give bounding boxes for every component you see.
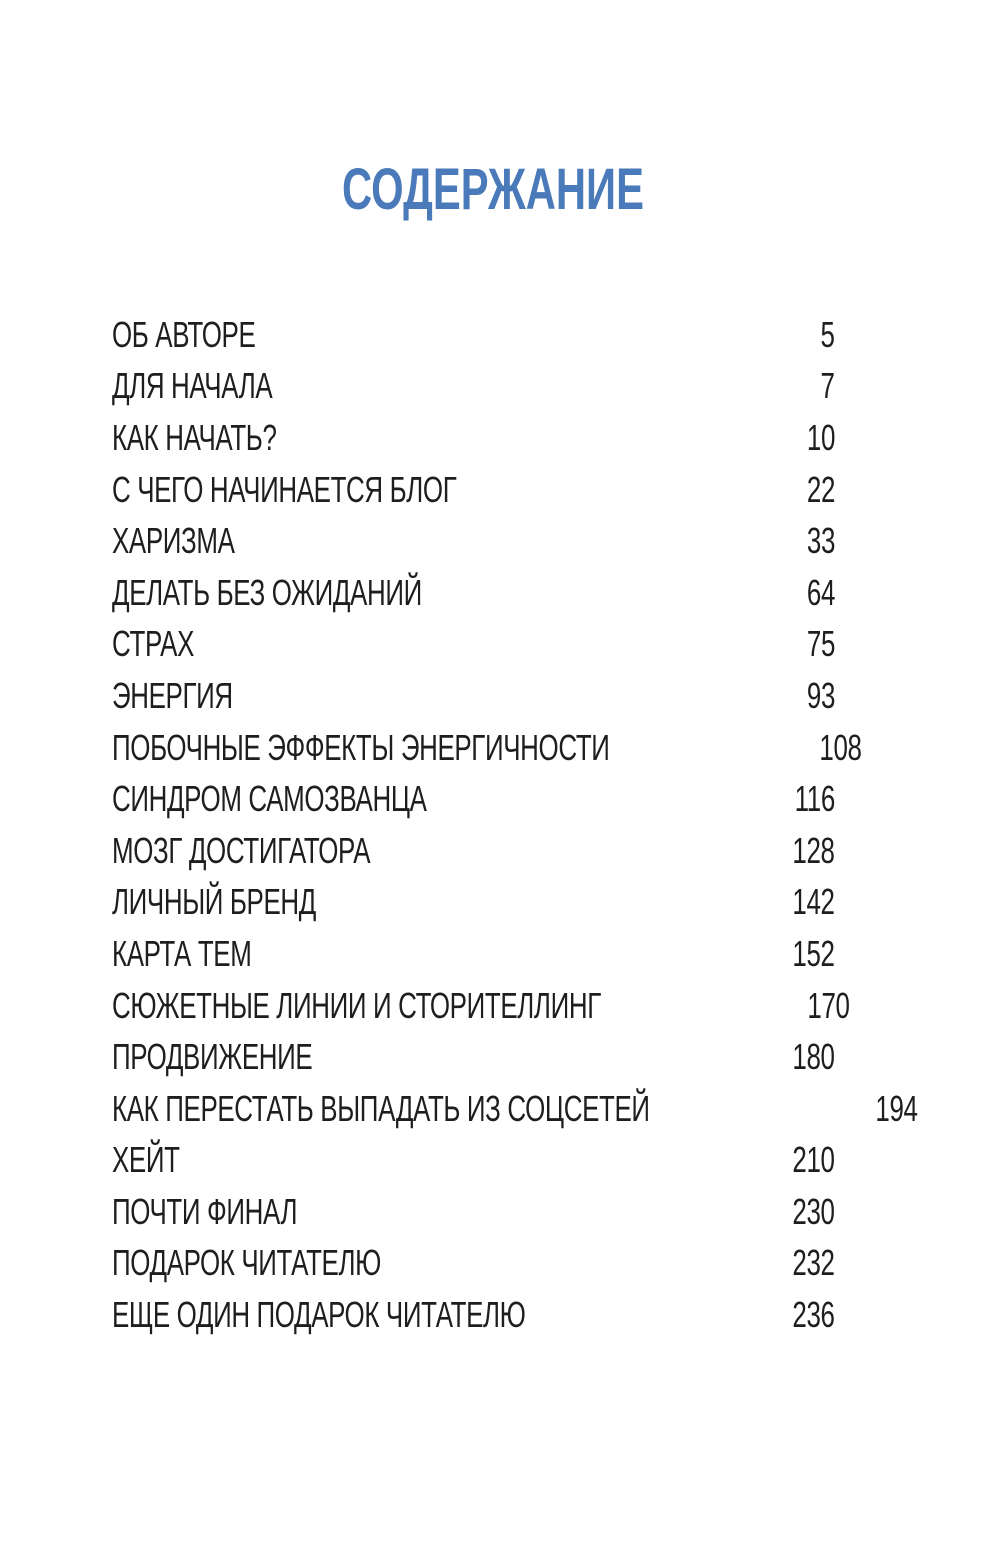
toc-entry-page: 180 xyxy=(792,1036,835,1078)
toc-entry-label: СЮЖЕТНЫЕ ЛИНИИ И СТОРИТЕЛЛИНГ xyxy=(112,984,601,1026)
toc-entry-label: СТРАХ xyxy=(112,623,195,665)
toc-entry[interactable] xyxy=(112,877,835,929)
toc-entry[interactable] xyxy=(112,980,850,1032)
toc-entry-page: 108 xyxy=(819,726,862,768)
toc-entry-label: ХАРИЗМА xyxy=(112,520,235,562)
toc-entry[interactable] xyxy=(112,412,835,464)
toc-entry[interactable] xyxy=(112,619,835,671)
toc-entry-label: С ЧЕГО НАЧИНАЕТСЯ БЛОГ xyxy=(112,468,457,510)
toc-entry[interactable] xyxy=(112,361,835,413)
toc-entry[interactable] xyxy=(112,1238,835,1290)
toc-entry-page: 10 xyxy=(806,416,835,458)
toc-entry-label: ОБ АВТОРЕ xyxy=(112,313,256,355)
toc-entry[interactable] xyxy=(112,1135,835,1187)
toc-entry-page: 64 xyxy=(806,571,835,613)
toc-entry[interactable] xyxy=(112,722,862,774)
toc-entry-label: ПОБОЧНЫЕ ЭФФЕКТЫ ЭНЕРГИЧНОСТИ xyxy=(112,726,610,768)
toc-entry[interactable] xyxy=(112,670,835,722)
toc-entry-page: 7 xyxy=(820,365,835,407)
toc-entry-page: 5 xyxy=(820,313,835,355)
toc-entry-label: ПОЧТИ ФИНАЛ xyxy=(112,1190,298,1232)
toc-entry[interactable] xyxy=(112,309,835,361)
page-title: СОДЕРЖАНИЕ xyxy=(342,157,644,222)
toc-entry-page: 142 xyxy=(792,881,835,923)
toc-entry[interactable] xyxy=(112,1186,835,1238)
toc-entry-label: ДЛЯ НАЧАЛА xyxy=(112,365,273,407)
toc-entry-page: 152 xyxy=(792,932,835,974)
toc-entry-page: 236 xyxy=(792,1294,835,1336)
toc-entry[interactable] xyxy=(112,1083,918,1135)
toc-entry-label: КАРТА ТЕМ xyxy=(112,932,252,974)
toc-entry-page: 210 xyxy=(792,1139,835,1181)
toc-entry-label: ЕЩЕ ОДИН ПОДАРОК ЧИТАТЕЛЮ xyxy=(112,1294,526,1336)
toc-entry-label: КАК ПЕРЕСТАТЬ ВЫПАДАТЬ ИЗ СОЦСЕТЕЙ xyxy=(112,1087,650,1129)
toc-entry[interactable] xyxy=(112,773,835,825)
toc-entry[interactable] xyxy=(112,567,835,619)
toc-entry-label: ДЕЛАТЬ БЕЗ ОЖИДАНИЙ xyxy=(112,571,422,613)
toc-entry-page: 194 xyxy=(875,1087,918,1129)
table-of-contents xyxy=(112,309,918,1341)
toc-entry[interactable] xyxy=(112,825,835,877)
toc-entry[interactable] xyxy=(112,1031,835,1083)
toc-entry-label: МОЗГ ДОСТИГАТОРА xyxy=(112,829,371,871)
toc-entry[interactable] xyxy=(112,464,835,516)
toc-entry-page: 33 xyxy=(806,520,835,562)
toc-entry-label: ЛИЧНЫЙ БРЕНД xyxy=(112,881,316,923)
toc-entry[interactable] xyxy=(112,1289,835,1341)
toc-entry-label: ЭНЕРГИЯ xyxy=(112,674,233,716)
toc-entry-page: 116 xyxy=(794,778,835,820)
toc-entry-label: ПРОДВИЖЕНИЕ xyxy=(112,1036,313,1078)
toc-entry-page: 170 xyxy=(807,984,850,1026)
toc-entry-label: СИНДРОМ САМОЗВАНЦА xyxy=(112,778,427,820)
toc-entry-page: 93 xyxy=(806,674,835,716)
toc-entry-label: КАК НАЧАТЬ? xyxy=(112,416,277,458)
toc-entry[interactable] xyxy=(112,928,835,980)
toc-entry-label: ПОДАРОК ЧИТАТЕЛЮ xyxy=(112,1242,381,1284)
toc-entry-page: 128 xyxy=(792,829,835,871)
toc-entry-page: 232 xyxy=(792,1242,835,1284)
toc-entry-page: 75 xyxy=(806,623,835,665)
toc-entry-page: 230 xyxy=(792,1190,835,1232)
toc-entry-page: 22 xyxy=(806,468,835,510)
toc-entry[interactable] xyxy=(112,515,835,567)
toc-entry-label: ХЕЙТ xyxy=(112,1139,180,1181)
